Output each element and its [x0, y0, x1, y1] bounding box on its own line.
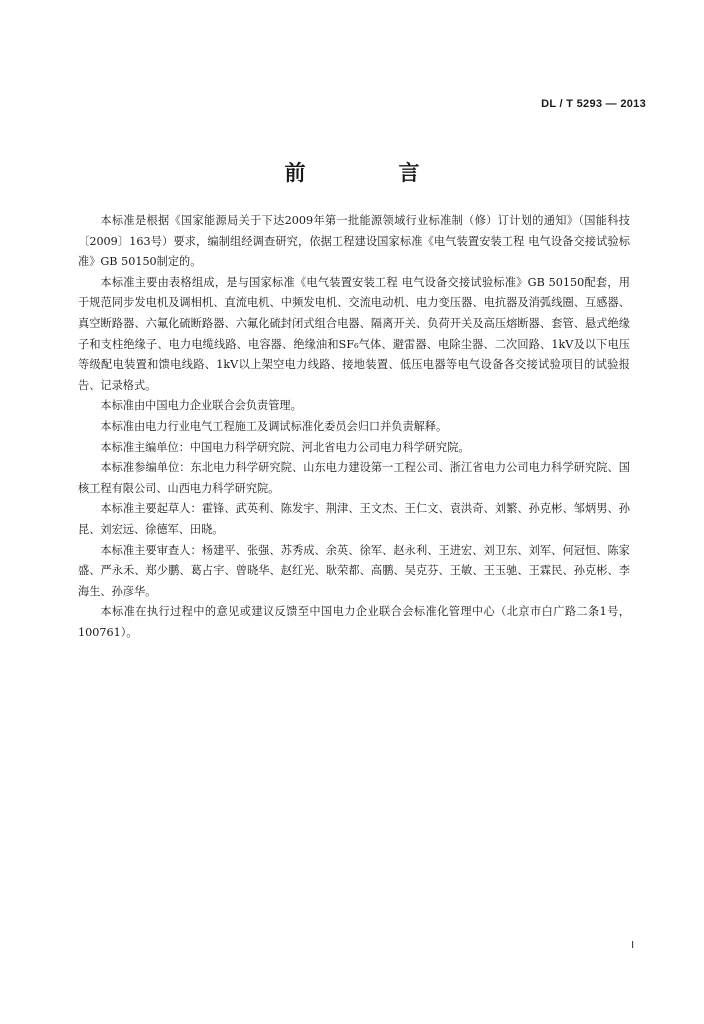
page-number: I — [631, 940, 634, 951]
paragraph-basis: 本标准是根据《国家能源局关于下达2009年第一批能源领域行业标准制（修）订计划的通知》（国能科技〔2009〕163号）要求，编制组经调查研究，依据工程建设国家标准《电气装置安装工程 电气设备交接试验标准》GB 50150制定的。 — [78, 214, 630, 269]
paragraph-management: 本标准由中国电力企业联合会负责管理。 — [100, 399, 302, 413]
paragraph-participants: 本标准参编单位：东北电力科学研究院、山东电力建设第一工程公司、浙江省电力公司电力科学研究院、国核工程有限公司、山西电力科学研究院。 — [78, 461, 630, 495]
page-title: 前 言 — [284, 160, 456, 185]
paragraph-reviewers: 本标准主要审查人：杨建平、张强、苏秀成、余英、徐军、赵永利、王进宏、刘卫东、刘军、何冠恒、陈家盛、严永禾、郑少鹏、葛占宇、曾晓华、赵红光、耿荣都、高鹏、吴克芬、王敏、王玉驰、王霖民、孙克彬、李海生、孙彦华。 — [78, 543, 630, 598]
paragraph-chief-editor: 本标准主编单位：中国电力科学研究院、河北省电力公司电力科学研究院。 — [100, 440, 470, 454]
foreword-body — [78, 211, 630, 643]
standard-code: DL / T 5293 — 2013 — [541, 98, 646, 110]
paragraph-scope: 本标准主要由表格组成，是与国家标准《电气装置安装工程 电气设备交接试验标准》GB 50150配套，用于规范同步发电机及调相机、直流电机、中频发电机、交流电动机、电力变压器、电抗器及消弧线圈、互感器、真空断路器、六氟化硫断路器、六氟化硫封闭式组合电器、隔离开关、负荷开关及高压熔断器、套管、悬式绝缘子和支柱绝缘子、电力电缆线路、电容器、绝缘油和SF₆气体、避雷器、电除尘器、二次回路、1kV及以下电压等级配电装置和馈电线路、1kV以上架空电力线路、接地装置、低压电器等电气设备各交接试验项目的试验报告、记录格式。 — [78, 275, 630, 392]
paragraph-drafters: 本标准主要起草人：霍锋、武英利、陈发宇、荆津、王文杰、王仁文、袁洪奇、刘繁、孙克彬、邹炳男、孙昆、刘宏远、徐德军、田晓。 — [78, 502, 630, 536]
paragraph-interpretation: 本标准由电力行业电气工程施工及调试标准化委员会归口并负责解释。 — [100, 419, 448, 433]
paragraph-feedback: 本标准在执行过程中的意见或建议反馈至中国电力企业联合会标准化管理中心（北京市白广路二条1号，100761）。 — [78, 605, 630, 639]
